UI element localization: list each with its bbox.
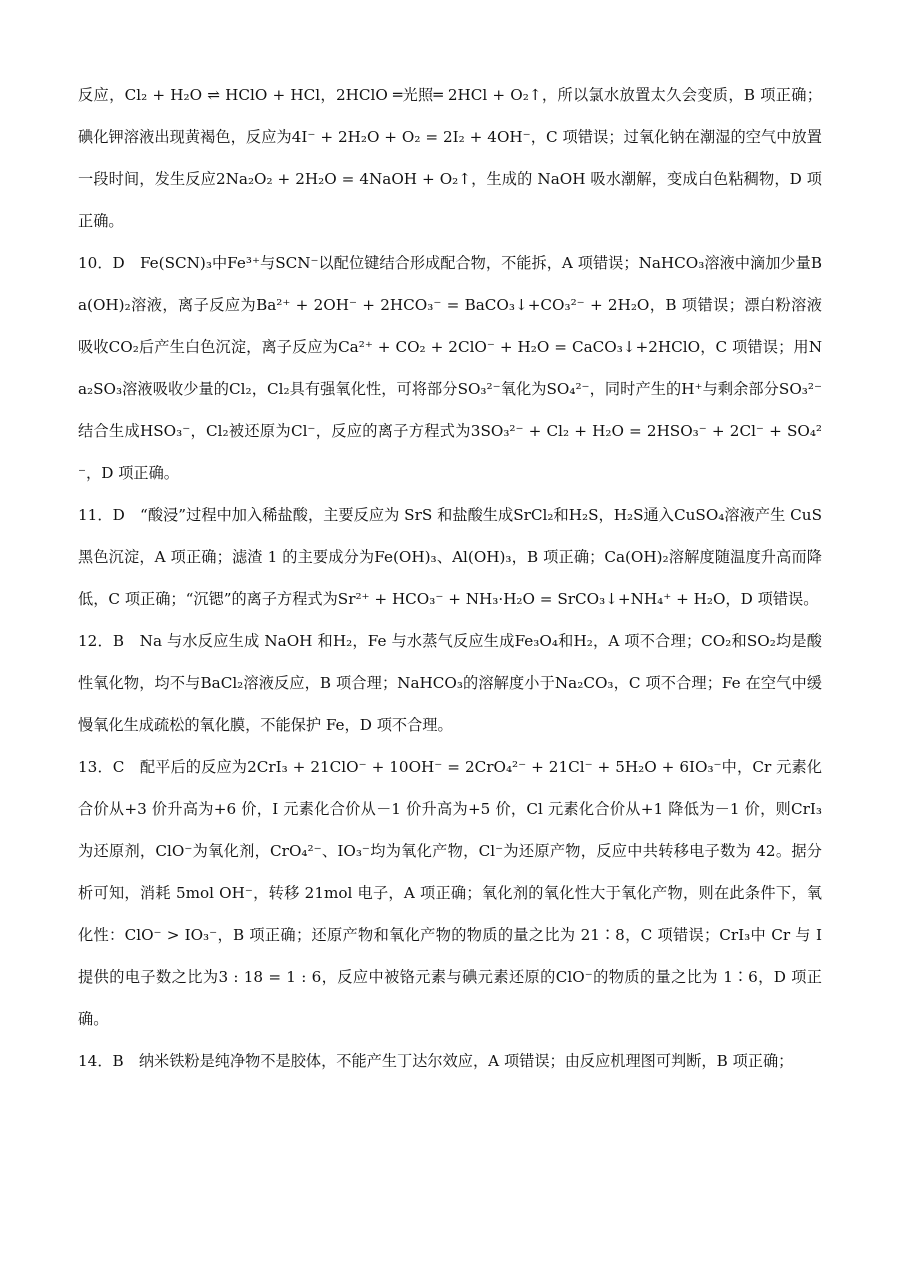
paragraph-continued: 反应，Cl₂ + H₂O ⇌ HClO + HCl，2HClO ═光照═ 2HCl + O₂↑，所以氯水放置太久会变质，B 项正确；碘化钾溶液出现黄褐色，反应为4I⁻ + 2H₂O + O₂ = 2I₂ + 4OH⁻，C 项错误；过氧化钠在潮湿的空气中放置一段时间，发生反应2Na₂O₂ + 2H₂O = 4NaOH + O₂↑，生成的 NaOH 吸水潮解，变成白色粘稠物，D 项正确。 [78,86,822,230]
paragraph-answer-10: 10．D Fe(SCN)₃中Fe³⁺与SCN⁻以配位键结合形成配合物，不能拆，A 项错误；NaHCO₃溶液中滴加少量Ba(OH)₂溶液，离子反应为Ba²⁺ + 2OH⁻ + 2HCO₃⁻ = BaCO₃↓+CO₃²⁻ + 2H₂O，B 项错误；漂白粉溶液吸收CO₂后产生白色沉淀，离子反应为Ca²⁺ + CO₂ + 2ClO⁻ + H₂O = CaCO₃↓+2HClO，C 项错误；用Na₂SO₃溶液吸收少量的Cl₂，Cl₂具有强氧化性，可将部分SO₃²⁻氧化为SO₄²⁻，同时产生的H⁺与剩余部分SO₃²⁻结合生成HSO₃⁻，Cl₂被还原为Cl⁻，反应的离子方程式为3SO₃²⁻ + Cl₂ + H₂O = 2HSO₃⁻ + 2Cl⁻ + SO₄²⁻，D 项正确。 [78,254,822,482]
paragraph-answer-12: 12．B Na 与水反应生成 NaOH 和H₂，Fe 与水蒸气反应生成Fe₃O₄和H₂，A 项不合理；CO₂和SO₂均是酸性氧化物，均不与BaCl₂溶液反应，B 项合理；NaHCO₃的溶解度小于Na₂CO₃，C 项不合理；Fe 在空气中缓慢氧化生成疏松的氧化膜，不能保护 Fe，D 项不合理。 [78,632,822,734]
paragraph-answer-11: 11．D “酸浸”过程中加入稀盐酸，主要反应为 SrS 和盐酸生成SrCl₂和H₂S，H₂S通入CuSO₄溶液产生 CuS 黑色沉淀，A 项正确；滤渣 1 的主要成分为Fe(OH)₃、Al(OH)₃，B 项正确；Ca(OH)₂溶解度随温度升高而降低，C 项正确；“沉锶”的离子方程式为Sr²⁺ + HCO₃⁻ + NH₃·H₂O = SrCO₃↓+NH₄⁺ + H₂O，D 项错误。 [78,506,822,608]
answer-explanation-page [78,74,822,1082]
paragraph-answer-14: 14．B 纳米铁粉是纯净物不是胶体，不能产生丁达尔效应，A 项错误；由反应机理图可判断，B 项正确； [78,1052,794,1070]
paragraph-answer-13: 13．C 配平后的反应为2CrI₃ + 21ClO⁻ + 10OH⁻ = 2CrO₄²⁻ + 21Cl⁻ + 5H₂O + 6IO₃⁻中，Cr 元素化合价从+3 价升高为+6 价，I 元素化合价从－1 价升高为+5 价，Cl 元素化合价从+1 降低为－1 价，则CrI₃为还原剂，ClO⁻为氧化剂，CrO₄²⁻、IO₃⁻均为氧化产物，Cl⁻为还原产物，反应中共转移电子数为 42。据分析可知，消耗 5mol OH⁻，转移 21mol 电子，A 项正确；氧化剂的氧化性大于氧化产物，则在此条件下，氧化性：ClO⁻ > IO₃⁻，B 项正确；还原产物和氧化产物的物质的量之比为 21∶8，C 项错误；CrI₃中 Cr 与 I 提供的电子数之比为3 : 18 = 1 : 6，反应中被铬元素与碘元素还原的ClO⁻的物质的量之比为 1∶6，D 项正确。 [78,758,822,1028]
